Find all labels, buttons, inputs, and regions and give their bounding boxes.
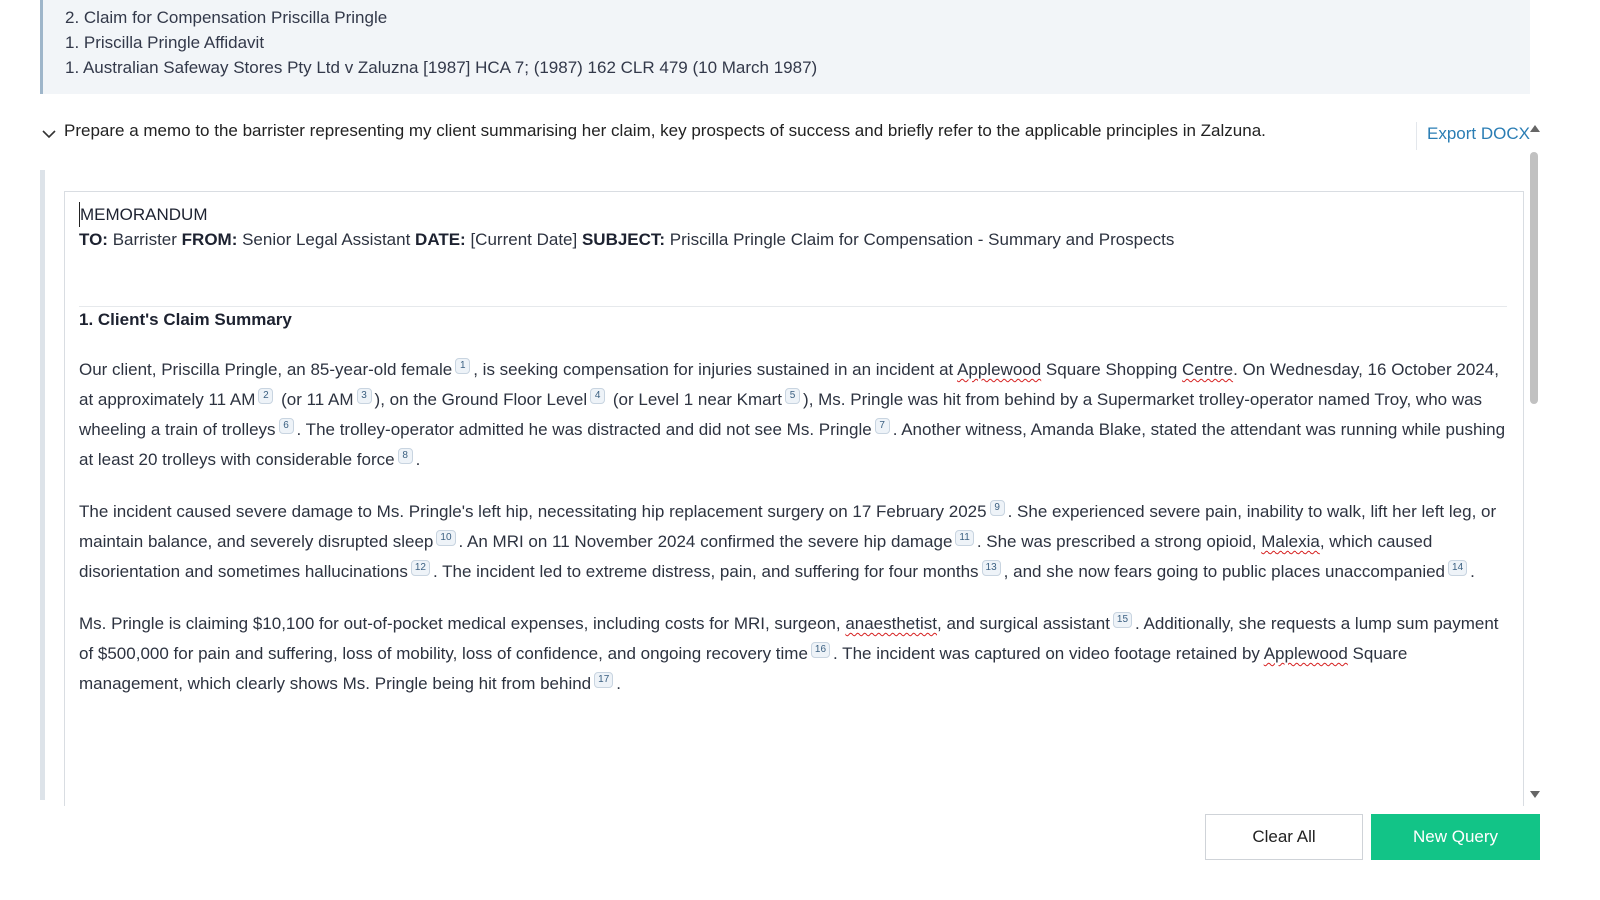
subject-value: Priscilla Pringle Claim for Compensation - Summary and Prospects	[665, 230, 1175, 249]
citation-badge[interactable]: 15	[1113, 612, 1132, 628]
memo-editor[interactable]	[64, 191, 1524, 806]
text-run: . She experienced severe pain, inability to walk, lift her left leg, or maintain balance, and severely disrupted sleep	[79, 502, 1497, 551]
text-run: . Additionally, she requests a lump sum payment of $500,000 for pain and suffering, loss of mobility, loss of confidence, and ongoing recovery time	[79, 614, 1499, 663]
memo-paragraph-2	[79, 497, 1515, 587]
citation-badge[interactable]: 3	[357, 388, 372, 404]
source-item[interactable]: 2. Claim for Compensation Priscilla Pringle	[65, 8, 388, 27]
export-docx-button[interactable]: Export DOCX	[1416, 122, 1536, 150]
misspelled-word: Malexia	[1261, 532, 1320, 551]
memo-header-line	[79, 227, 1507, 253]
text-run: . She was prescribed a strong opioid,	[976, 532, 1262, 551]
scroll-down-arrow-icon[interactable]	[1530, 791, 1540, 798]
text-run: , which caused disorientation and sometimes hallucinations	[79, 532, 1433, 581]
text-run: . The incident led to extreme distress, pain, and suffering for four months	[432, 562, 979, 581]
from-label: FROM:	[181, 230, 238, 249]
misspelled-word: Applewood	[1263, 644, 1348, 663]
citation-badge[interactable]: 7	[875, 418, 890, 434]
text-run: Ms. Pringle is claiming $10,100 for out-of-pocket medical expenses, including costs for MRI, surgeon,	[79, 614, 846, 633]
text-run: .	[1470, 562, 1475, 581]
text-run: . Another witness, Amanda Blake, stated the attendant was running while pushing at least 20 trolleys with considerable force	[79, 420, 1506, 469]
chevron-down-icon[interactable]	[40, 125, 58, 143]
memo-paragraph-1	[79, 355, 1515, 475]
to-label: TO:	[79, 230, 108, 249]
misspelled-word: Applewood	[957, 360, 1042, 379]
text-run: . On Wednesday, 16 October 2024, at approximately 11 AM	[79, 360, 1499, 409]
scroll-up-arrow-icon[interactable]	[1530, 125, 1540, 132]
citation-badge[interactable]: 16	[811, 642, 830, 658]
text-run: . The incident was captured on video footage retained by	[833, 644, 1264, 663]
text-run: , and she now fears going to public places unaccompanied	[1003, 562, 1446, 581]
scrollbar[interactable]	[1528, 122, 1542, 800]
memo-paragraph-3	[79, 609, 1515, 699]
citation-badge[interactable]: 14	[1448, 560, 1467, 576]
date-value: [Current Date]	[465, 230, 582, 249]
response-indicator-bar	[40, 170, 45, 800]
citation-badge[interactable]: 6	[279, 418, 294, 434]
citation-badge[interactable]: 9	[990, 500, 1005, 516]
text-run: .	[616, 674, 621, 693]
sources-panel	[40, 0, 1530, 94]
memo-title: MEMORANDUM	[79, 202, 1507, 227]
citation-badge[interactable]: 11	[955, 530, 973, 546]
citation-badge[interactable]: 2	[258, 388, 273, 404]
date-label: DATE:	[415, 230, 466, 249]
to-value: Barrister	[107, 230, 182, 249]
citation-badge[interactable]: 12	[411, 560, 430, 576]
scroll-thumb[interactable]	[1530, 152, 1538, 404]
text-run: ), on the Ground Floor Level	[374, 390, 588, 409]
subject-label: SUBJECT:	[581, 230, 666, 249]
source-item[interactable]: 1. Australian Safeway Stores Pty Ltd v Zaluzna [1987] HCA 7; (1987) 162 CLR 479 (10 March 1987)	[65, 58, 818, 77]
citation-badge[interactable]: 1	[455, 358, 470, 374]
citation-badge[interactable]: 13	[982, 560, 1001, 576]
citation-badge[interactable]: 17	[594, 672, 613, 688]
citation-badge[interactable]: 10	[436, 530, 455, 546]
text-run: ), Ms. Pringle was hit from behind by a Supermarket trolley-operator named Troy, who was wheeling a train of trolleys	[79, 390, 1483, 439]
text-run: (or Level 1 near Kmart	[608, 390, 783, 409]
query-row	[40, 120, 1500, 148]
text-run: . An MRI on 11 November 2024 confirmed the severe hip damage	[458, 532, 953, 551]
text-run: , and surgical assistant	[937, 614, 1110, 633]
text-run: Square management, which clearly shows Ms. Pringle being hit from behind	[79, 644, 1408, 693]
text-run: (or 11 AM	[276, 390, 354, 409]
section-heading: 1. Client's Claim Summary	[79, 310, 292, 329]
clear-all-button[interactable]: Clear All	[1205, 814, 1363, 860]
text-run: . The trolley-operator admitted he was distracted and did not see Ms. Pringle	[296, 420, 872, 439]
citation-badge[interactable]: 4	[590, 388, 605, 404]
source-item[interactable]: 1. Priscilla Pringle Affidavit	[65, 33, 265, 52]
new-query-button[interactable]: New Query	[1371, 814, 1540, 860]
text-run: .	[415, 450, 421, 469]
text-run: Our client, Priscilla Pringle, an 85-year-old female	[79, 360, 453, 379]
text-run: The incident caused severe damage to Ms. Pringle's left hip, necessitating hip replacement surgery on 17 February 2025	[79, 502, 987, 521]
misspelled-word: Centre	[1182, 360, 1234, 379]
text-run: Square Shopping	[1041, 360, 1183, 379]
query-text: Prepare a memo to the barrister representing my client summarising her claim, key prospects of success and briefly refer to the applicable principles in Zalzuna.	[64, 121, 1266, 140]
misspelled-word: anaesthetist	[845, 614, 937, 633]
text-run: , is seeking compensation for injuries sustained in an incident at	[473, 360, 958, 379]
citation-badge[interactable]: 8	[398, 448, 413, 464]
from-value: Senior Legal Assistant	[237, 230, 416, 249]
citation-badge[interactable]: 5	[785, 388, 800, 404]
